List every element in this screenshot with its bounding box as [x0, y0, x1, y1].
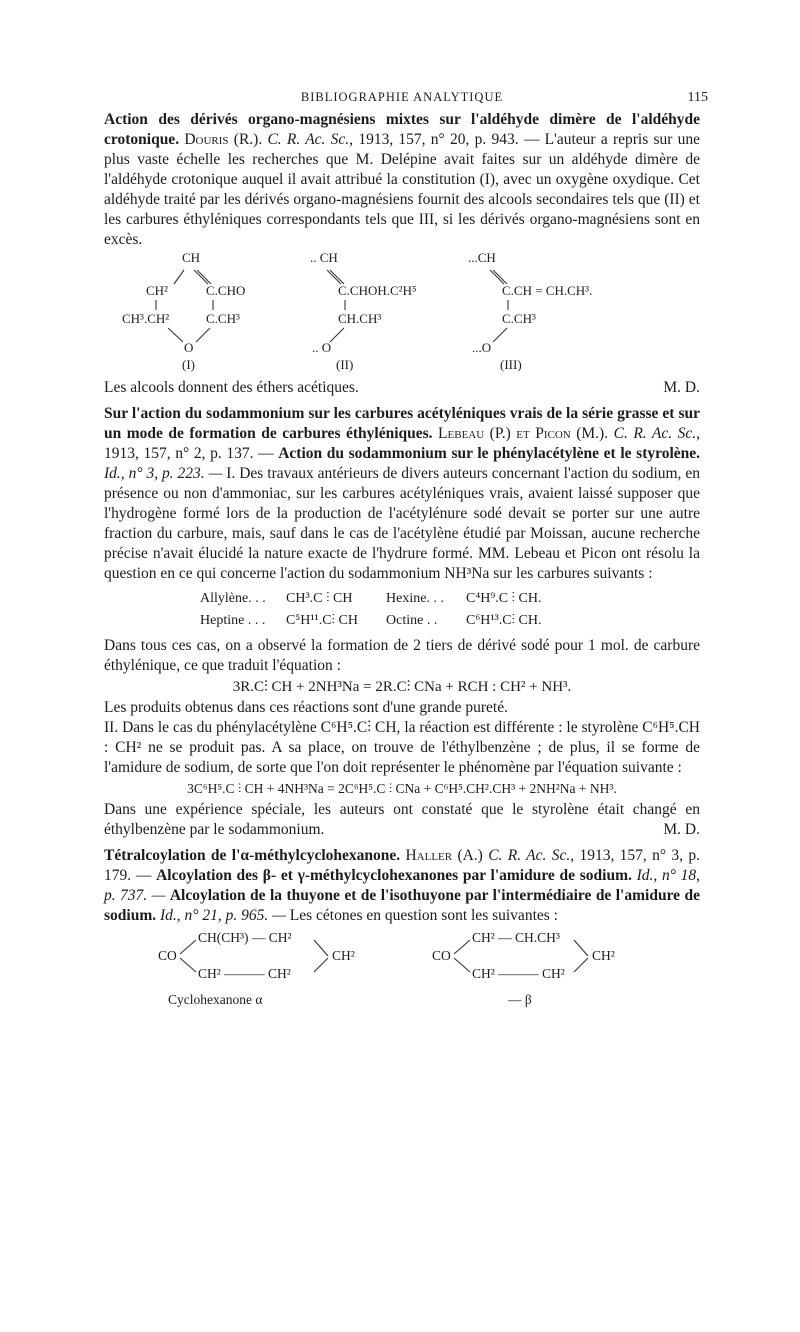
article-1-formulas — [104, 250, 700, 378]
f1-label: (I) — [182, 357, 195, 372]
carbure-formula: C⁴H⁹.C ⫶ CH. — [466, 591, 542, 606]
article-2-authors: Lebeau (P.) et Picon (M.). — [438, 425, 609, 442]
f1-bottom: O — [184, 340, 194, 355]
article-2-text — [104, 404, 700, 584]
article-1-journal: C. R. Ac. Sc., — [267, 131, 354, 148]
f2-label: (II) — [336, 357, 354, 372]
k2-co: CO — [432, 948, 451, 963]
carbure-name: Allylène. . . — [200, 591, 266, 606]
f2-bottom: .. O — [312, 340, 332, 355]
article-3-body: Les cétones en question sont les suivantes : — [289, 907, 558, 924]
article-2-signature: M. D. — [663, 821, 700, 838]
k1-co: CO — [158, 948, 177, 963]
f2-right-lower: CH.CH³ — [338, 311, 382, 326]
formula-bond-lines-2 — [104, 926, 700, 1036]
carbure-formula: CH³.C ⫶ CH — [286, 591, 353, 606]
article-2-body-3: Les produits obtenus dans ces réactions sont d'une grande pureté. — [104, 699, 508, 716]
article-2-ref: 1913, 157, n° 2, p. 137. — — [104, 445, 274, 462]
carbure-name: Heptine . . . — [200, 613, 266, 628]
f1-left-lower: CH³.CH² — [122, 311, 170, 326]
article-3-subref-1: Id., n° 18, p. 737. — — [104, 867, 700, 904]
carbure-formula: C⁵H¹¹.C⫶ CH — [286, 613, 359, 628]
k2-right: CH² — [592, 948, 615, 963]
article-1-closing: Les alcools donnent des éthers acétiques. — [104, 379, 359, 396]
article-2-equation-2: 3C⁶H⁵.C ⫶ CH + 4NH³Na = 2C⁶H⁵.C ⫶ CNa + C⁶H⁵.CH².CH³ + 2NH²Na + NH³. — [187, 781, 617, 796]
article-1-body: L'auteur a repris sur une plus vaste échelle les recherches que M. Delépine avait faites sur un aldéhyde dimère de l'aldéhyde crotonique auquel il avait attribué la constitution (I), avec un oxygène oxydique. Cet aldéhyde traité par les dérivés organo-magnésiens fournit des alcools secondaires tels que (II) et les carbures éthyléniques correspondants tels que III, si les dérivés organo-magnésiens sont en excès. — [104, 131, 701, 248]
article-2-closing-line — [104, 800, 700, 840]
carbure-name: Hexine. . . — [386, 591, 444, 606]
k2-label: — β — [508, 992, 532, 1007]
f3-top: ...CH — [468, 250, 496, 265]
f3-bottom: ...O — [472, 340, 492, 355]
article-1-author: Douris — [184, 131, 229, 148]
page-header — [104, 88, 708, 110]
article-1-closing-line — [104, 378, 700, 398]
k2-lower: CH² ——— CH² — [472, 966, 565, 981]
f3-label: (III) — [500, 357, 522, 372]
page-number: 115 — [687, 90, 708, 105]
running-title: BIBLIOGRAPHIE ANALYTIQUE — [300, 90, 504, 104]
f1-left-upper: CH² — [146, 283, 168, 298]
article-3-text — [104, 846, 700, 926]
article-3-author: Haller (A.) — [405, 847, 483, 864]
article-3-title: Tétralcoylation de l'α-méthylcyclohexanone. — [104, 847, 401, 864]
article-3-formulas — [104, 926, 700, 1036]
k2-upper: CH² — CH.CH³ — [472, 930, 560, 945]
f3-right-upper: C.CH = CH.CH³. — [502, 283, 593, 298]
f1-top: CH — [182, 250, 201, 265]
article-3-subtitle-1: Alcoylation des β- et γ-méthylcyclohexanones par l'amidure de sodium. — [156, 867, 632, 884]
article-2-equation-1: 3R.C⫶ CH + 2NH³Na = 2R.C⫶ CNa + RCH : CH² + NH³. — [232, 679, 572, 695]
k1-label: Cyclohexanone α — [168, 992, 263, 1007]
article-1-title: Action des dérivés organo-magnésiens mixtes sur l'aldéhyde dimère de l'aldéhyde crotonique. — [104, 111, 700, 148]
k1-lower: CH² ——— CH² — [198, 966, 291, 981]
carbures-row-2 — [200, 610, 630, 632]
article-3-journal: C. R. Ac. Sc., — [488, 847, 575, 864]
k1-right: CH² — [332, 948, 355, 963]
f3-right-lower: C.CH³ — [502, 311, 536, 326]
article-2-subref: Id., n° 3, p. 223. — — [104, 465, 223, 482]
article-3-subref-2: Id., n° 21, p. 965. — — [160, 907, 286, 924]
f1-right-upper: C.CHO — [206, 283, 246, 298]
article-3-ref: 1913, 157, n° 3, p. 179. — — [104, 847, 701, 884]
k1-upper: CH(CH³) — CH² — [198, 930, 292, 945]
carbures-row-1 — [200, 588, 630, 610]
article-1-signature: M. D. — [663, 379, 700, 396]
page — [104, 88, 708, 1036]
article-2-body-1: I. Des travaux antérieurs de divers auteurs concernant l'action du sodium, en présence ou non d'ammoniac, sur les carbures acétyléniques vrais, avaient laissé supposer que l'hydrogène formé lors de la production de l'acétylénure sodé devait se porter sur une autre fraction du carbure, mais, sauf dans le cas de l'acétylène étudié par Moissan, aucune recherche précise n'avait élucidé la nature exacte de l'hydrure formé. MM. Lebeau et Picon ont résolu la question en ce qui concerne l'action du sodammonium NH³Na sur les carbures suivants : — [104, 465, 700, 582]
carbures-list — [200, 588, 630, 632]
f2-right-upper: C.CHOH.C²H⁵ — [338, 283, 417, 298]
article-2-title: Sur l'action du sodammonium sur les carbures acétyléniques vrais de la série grasse et sur un mode de formation de carbures éthyléniques. — [104, 405, 700, 442]
f1-right-lower: C.CH³ — [206, 311, 240, 326]
article-1-text — [104, 110, 700, 250]
article-1-ref: 1913, 157, n° 20, p. 943. — — [358, 131, 540, 148]
carbure-formula: C⁶H¹³.C⫶ CH. — [466, 613, 542, 628]
article-2-body-5: Dans une expérience spéciale, les auteurs ont constaté que le styrolène était changé en éthylbenzène par le sodammonium. — [104, 801, 700, 838]
article-1-author-init: (R.). — [233, 131, 263, 148]
article-3-subtitle-2: Alcoylation de la thuyone et de l'isothuyone par l'intermédiaire de l'amidure de sodium. — [104, 887, 700, 924]
article-2-body-4: II. Dans le cas du phénylacétylène C⁶H⁵.C⫶ CH, la réaction est différente : le styrolène C⁶H⁵.CH : CH² ne se produit pas. A sa place, on trouve de l'éthylbenzène ; de plus, il se forme de l'amidure de sodium, de sorte que l'on doit représenter le phénomène par l'équation suivante : — [104, 719, 700, 776]
carbure-name: Octine . . — [386, 613, 438, 628]
f2-top: .. CH — [310, 250, 338, 265]
article-2-body-2: Dans tous ces cas, on a observé la formation de 2 tiers de dérivé sodé pour 1 mol. de carbure éthylénique, ce que traduit l'équation : — [104, 637, 700, 674]
article-2-journal: C. R. Ac. Sc., — [613, 425, 700, 442]
article-2-subtitle: Action du sodammonium sur le phénylacétylène et le styrolène. — [278, 445, 701, 462]
